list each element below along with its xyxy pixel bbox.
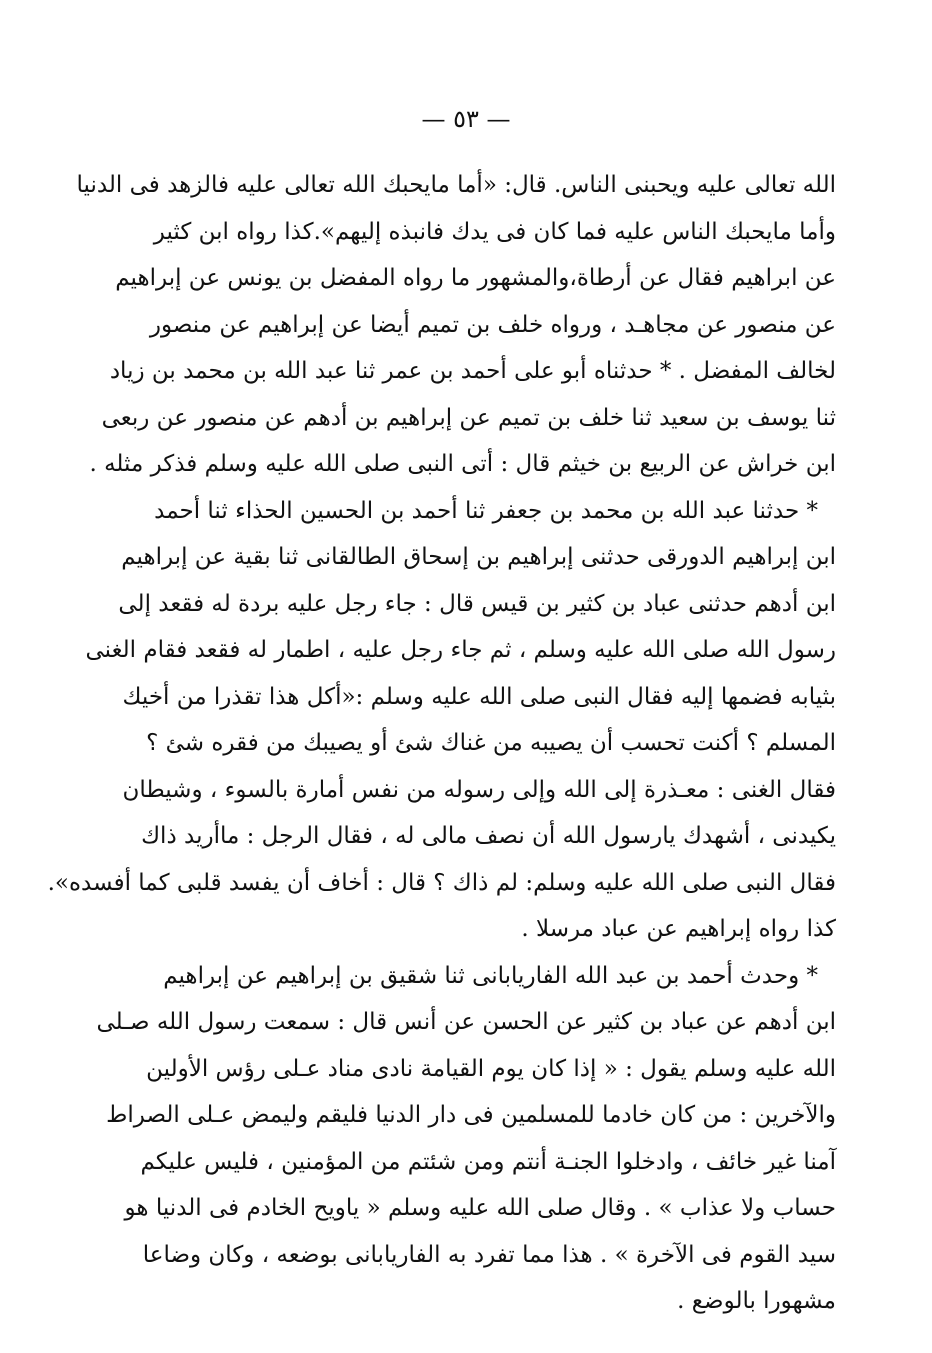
text-line: عن ابراهيم فقال عن أرطاة،والمشهور ما رواه المفضل بن يونس عن إبراهيم bbox=[115, 265, 836, 291]
text-line: * حدثنا عبد الله بن محمد بن جعفر ثنا أحمد بن الحسين الحذاء ثنا أحمد bbox=[154, 497, 818, 524]
text-line: الله عليه وسلم يقول : « إذا كان يوم القيامة نادى مناد عـلى رؤس الأولين bbox=[146, 1055, 836, 1082]
text-line: ثنا يوسف بن سعيد ثنا خلف بن تميم عن إبراهيم بن أدهم عن منصور عن ربعى bbox=[101, 404, 836, 431]
text-line: عن منصور عن مجاهـد ، ورواه خلف بن تميم أيضا عن إبراهيم عن منصور bbox=[149, 311, 836, 338]
text-line: ابن أدهم حدثنى عباد بن كثير بن قيس قال : جاء رجل عليه بردة له فقعد إلى bbox=[118, 590, 836, 617]
text-line: وأما مايحبك الناس عليه فما كان فى يدك فانبذه إليهم».كذا رواه ابن كثير bbox=[153, 218, 836, 245]
text-line: يكيدنى ، أشهدك يارسول الله أن نصف مالى له ، فقال الرجل : ماأريد ذاك bbox=[141, 823, 836, 849]
text-line: لخالف المفضل . * حدثناه أبو على أحمد بن عمر ثنا عبد الله بن محمد بن زياد bbox=[109, 358, 836, 384]
text-line: والآخرين : من كان خادما للمسلمين فى دار الدنيا فليقم وليمض عـلى الصراط bbox=[106, 1102, 836, 1128]
text-line: رسول الله صلى الله عليه وسلم ، ثم جاء رجل عليه ، اطمار له فقعد فقام الغنى bbox=[85, 637, 836, 663]
text-line: ابن إبراهيم الدورقى حدثنى إبراهيم بن إسحاق الطالقانى ثنا بقية عن إبراهيم bbox=[121, 544, 836, 570]
body-text bbox=[47, 162, 836, 1325]
text-line: فقال النبى صلى الله عليه وسلم: لم ذاك ؟ قال : أخاف أن يفسد قلبى كما أفسده». bbox=[47, 869, 836, 896]
text-line: ابن أدهم عن عباد بن كثير عن الحسن عن أنس قال : سمعت رسول الله صـلى bbox=[96, 1009, 836, 1035]
text-line: الله تعالى عليه ويحبنى الناس. قال: «أما مايحبك الله تعالى عليه فالزهد فى الدنيا bbox=[76, 172, 836, 198]
page-number: — ٥٣ — bbox=[421, 105, 511, 133]
text-line: ابن خراش عن الربيع بن خيثم قال : أتى النبى صلى الله عليه وسلم فذكر مثله . bbox=[89, 451, 836, 477]
text-line: مشهورا بالوضع . bbox=[677, 1288, 836, 1314]
text-line: كذا رواه إبراهيم عن عباد مرسلا . bbox=[521, 916, 836, 942]
text-line: حساب ولا عذاب » . وقال صلى الله عليه وسلم « ياويح الخادم فى الدنيا هو bbox=[124, 1195, 836, 1221]
text-line: بثيابه فضمها إليه فقال النبى صلى الله عليه وسلم :«أكل هذا تقذرا من أخيك bbox=[122, 683, 836, 710]
text-line: * وحدث أحمد بن عبد الله الفاريابانى ثنا شقيق بن إبراهيم عن إبراهيم bbox=[163, 962, 818, 989]
text-line: المسلم ؟ أكنت تحسب أن يصيبه من غناك شئ أو يصيبك من فقره شئ ؟ bbox=[146, 730, 836, 756]
text-line: فقال الغنى : معـذرة إلى الله وإلى رسوله من نفس أمارة بالسوء ، وشيطان bbox=[122, 776, 836, 803]
text-line: آمنا غير خائف ، وادخلوا الجنـة أنتم ومن شئتم من المؤمنين ، فليس عليكم bbox=[140, 1148, 836, 1175]
text-line: سيد القوم فى الآخرة » . هذا مما تفرد به الفاريابانى بوضعه ، وكان وضاعا bbox=[142, 1241, 836, 1268]
